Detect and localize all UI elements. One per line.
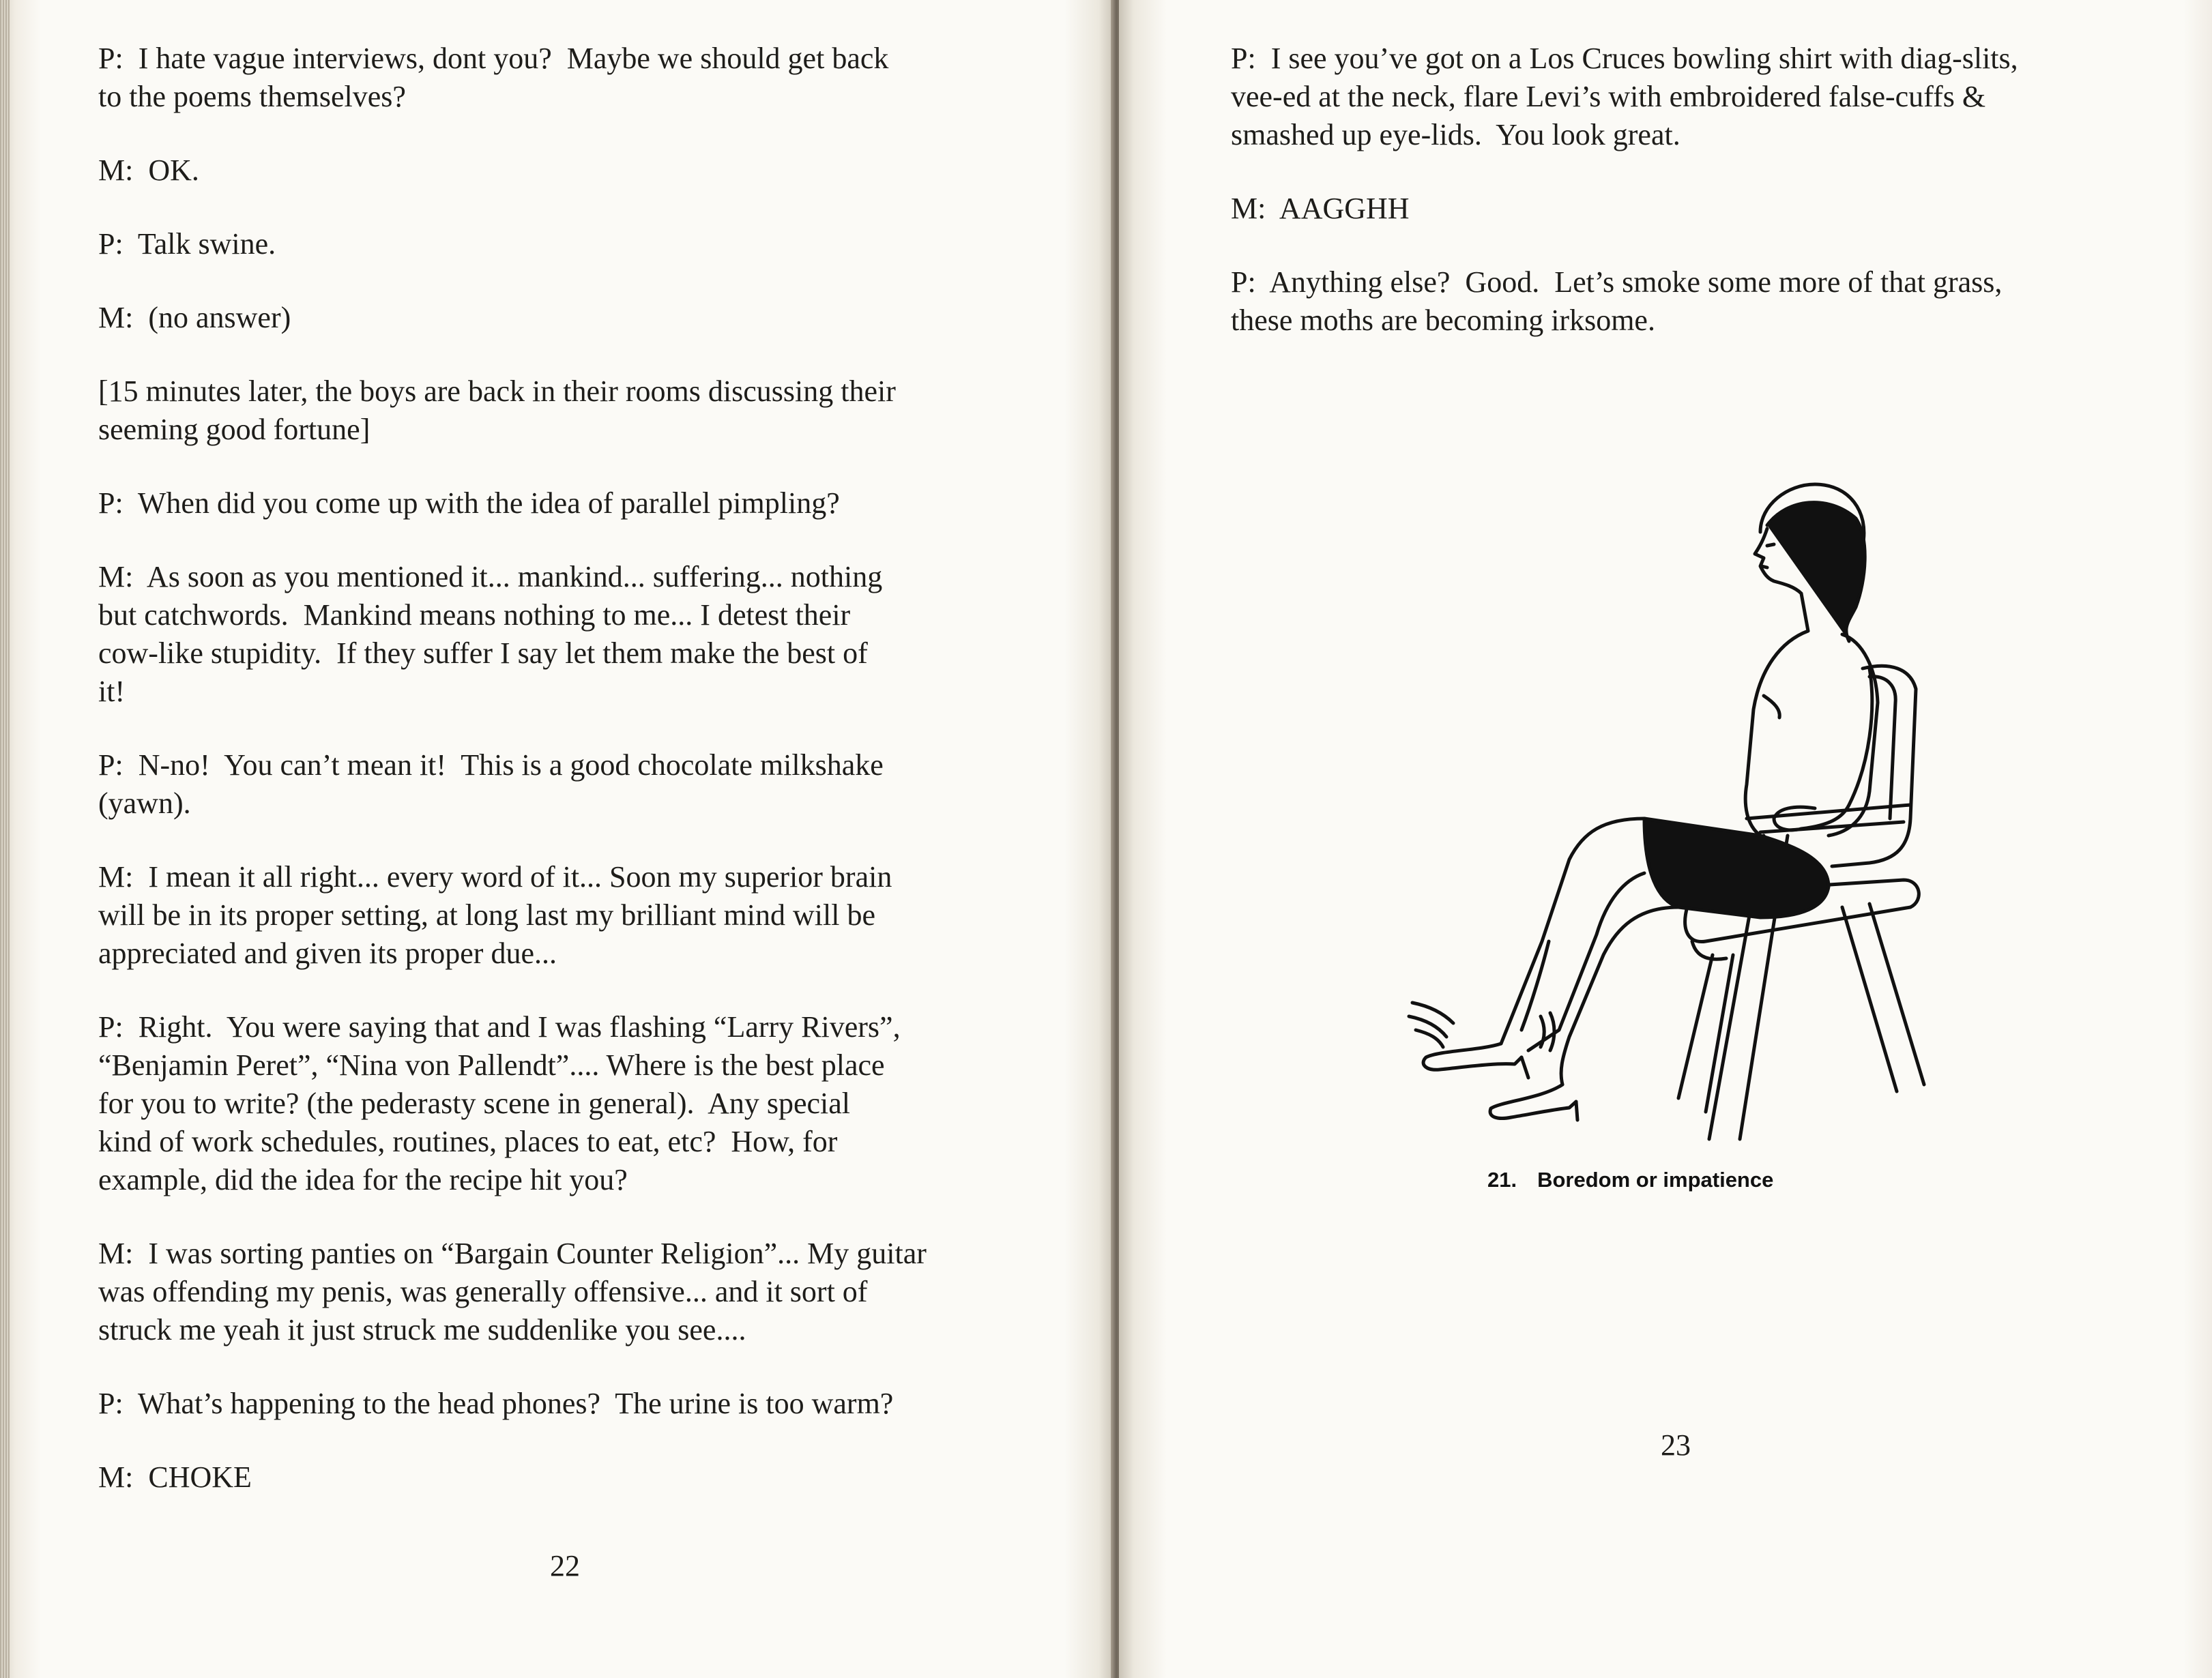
- page-edges: [0, 0, 10, 1678]
- right-page: [1119, 0, 2212, 1678]
- figure-number: 21.: [1487, 1168, 1517, 1192]
- woman-shoe: [1423, 1044, 1522, 1070]
- chair-back: [1832, 666, 1916, 866]
- paragraph: P: I hate vague interviews, dont you? Maybe we should get back to the poems themselves?: [98, 42, 889, 113]
- chair-leg: [1869, 904, 1924, 1085]
- seated-woman-illustration: [1324, 464, 1938, 1146]
- paragraph: P: Talk swine.: [98, 227, 276, 261]
- paragraph: P: N-no! You can’t mean it! This is a good chocolate milkshake (yawn).: [98, 748, 884, 820]
- left-text-column: [98, 40, 1026, 1532]
- paragraph: P: Anything else? Good. Let’s smoke some more of that grass, these moths are becoming irksome.: [1231, 265, 2003, 337]
- paragraph: [15 minutes later, the boys are back in their rooms discussing their seeming good fortune]: [98, 374, 896, 446]
- paragraph: M: I mean it all right... every word of it... Soon my superior brain will be in its proper setting, at long last my brilliant mind will be appreciated and given its proper due...: [98, 860, 892, 970]
- chair-leg: [1842, 907, 1897, 1091]
- woman-arm: [1801, 668, 1872, 829]
- paragraph: P: I see you’ve got on a Los Cruces bowling shirt with diag-slits, vee-ed at the neck, flare Levi’s with embroidered false-cuffs & smashed up eye-lids. You look great.: [1231, 42, 2018, 151]
- page-number-right: 23: [1661, 1428, 1691, 1462]
- woman-leg: [1501, 819, 1644, 1044]
- paragraph: M: OK.: [98, 153, 199, 187]
- woman-skirt: [1644, 819, 1829, 917]
- paragraph: M: AAGGHH: [1231, 192, 1410, 225]
- page-number-left: 22: [550, 1549, 580, 1583]
- paragraph: M: I was sorting panties on “Bargain Counter Religion”... My guitar was offending my penis, was generally offensive... and it sort of struck me yeah it just struck me suddenlike you see....: [98, 1237, 927, 1346]
- paragraph: M: (no answer): [98, 301, 291, 334]
- chair-arm: [1747, 805, 1910, 819]
- woman-torso: [1745, 593, 1808, 836]
- woman-shoe: [1490, 1085, 1576, 1118]
- paragraph: P: What’s happening to the head phones? The urine is too warm?: [98, 1387, 894, 1420]
- paragraph: P: Right. You were saying that and I was flashing “Larry Rivers”, “Benjamin Peret”, “Nina von Pallendt”.... Where is the best place for you to write? (the pederasty scene in general). Any special kind of work schedules, routines, places to eat, etc? How, for example, did the idea for the recipe hit you?: [98, 1010, 901, 1196]
- figure-caption-text: Boredom or impatience: [1537, 1168, 1774, 1192]
- figure-caption: [1487, 1168, 1965, 1192]
- chair-leg: [1678, 955, 1713, 1098]
- right-text-column: [1231, 40, 2145, 375]
- paragraph: M: As soon as you mentioned it... mankind... suffering... nothing but catchwords. Mankind means nothing to me... I detest their cow-like stupidity. If they suffer I say let them make the best of it!: [98, 560, 883, 708]
- paragraph: P: When did you come up with the idea of parallel pimpling?: [98, 486, 840, 520]
- paragraph: M: CHOKE: [98, 1460, 252, 1494]
